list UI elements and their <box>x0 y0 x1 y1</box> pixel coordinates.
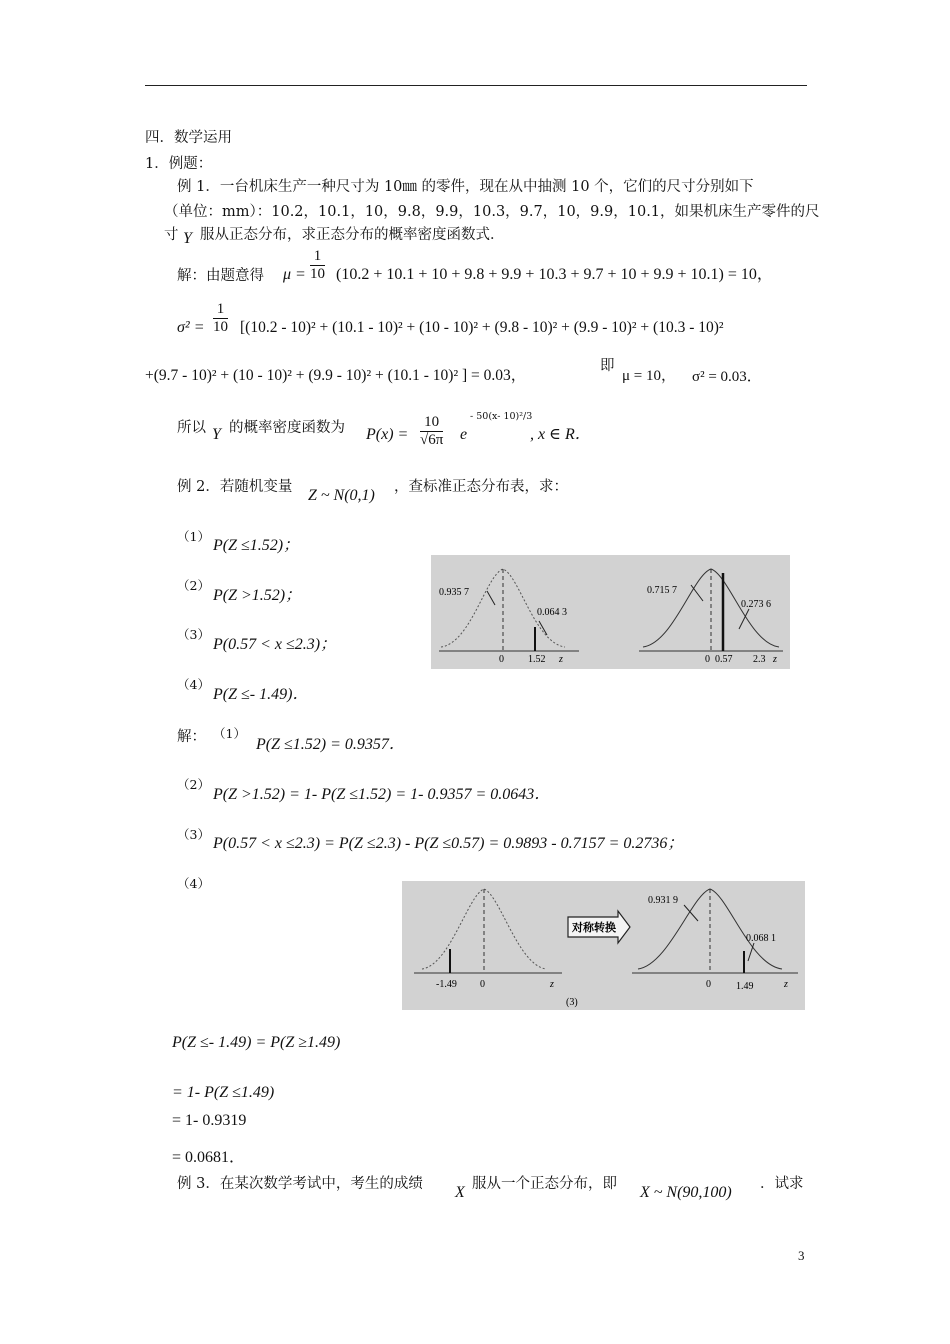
header-rule <box>145 85 807 86</box>
solution-3-num: （3） <box>177 827 210 842</box>
final-line-3: = 1- 0.9319 <box>172 1112 247 1129</box>
question-3-expr: P(0.57 < x ≤2.3)； <box>213 636 337 653</box>
question-4-num: （4） <box>177 677 210 692</box>
fig1-left-x0: 0 <box>499 654 504 665</box>
sigma-symbol: σ² = <box>177 319 205 336</box>
section-subheading: 1．例题： <box>145 156 213 172</box>
density-fraction-den: √6π <box>420 432 444 448</box>
density-exponent: - 50(x- 10)²/3 <box>470 411 533 422</box>
question-2-num: （2） <box>177 578 210 593</box>
fig2-caption: (3) <box>566 997 578 1008</box>
example2-intro-a: 例 2．若随机变量 <box>177 479 293 495</box>
example1-line3-b: 服从正态分布，求正态分布的概率密度函数式． <box>200 227 505 243</box>
density-label-a: 所以 <box>177 420 206 436</box>
question-2-expr: P(Z >1.52)； <box>213 587 302 604</box>
fig1-left-big-label: 0.935 7 <box>439 587 469 598</box>
fig1-right-x1: 0.57 <box>715 654 733 665</box>
mu-symbol: μ = <box>283 266 306 283</box>
fig1-right-x2: 2.3 <box>753 654 766 665</box>
example1-solution-label: 解：由题意得 <box>177 268 264 284</box>
sigma-expression-2: +(9.7 - 10)² + (10 - 10)² + (9.9 - 10)² + (10.1 - 10)² ] = 0.03， <box>145 367 527 384</box>
solution-3-expr: P(0.57 < x ≤2.3) = P(Z ≤2.3) - P(Z ≤0.57) = 0.9893 - 0.7157 = 0.2736； <box>213 835 684 852</box>
density-e: e <box>460 426 468 443</box>
example1-line3-a: 寸 <box>164 227 179 243</box>
density-lhs: P(x) = <box>366 426 409 443</box>
example2-intro-expr: Z ~ N(0,1) <box>308 487 375 504</box>
section-heading: 四．数学运用 <box>145 130 232 146</box>
solution-2-num: （2） <box>177 777 210 792</box>
example3-text-c: ．试求 <box>760 1176 804 1192</box>
normal-curve-figure-1 <box>431 555 790 669</box>
sigma-fraction <box>213 301 228 336</box>
final-line-1: P(Z ≤- 1.49) = P(Z ≥1.49) <box>172 1034 341 1051</box>
density-fraction <box>420 414 443 449</box>
normal-curve-figure-2 <box>402 881 805 1010</box>
question-1-expr: P(Z ≤1.52)； <box>213 537 300 554</box>
question-4-expr: P(Z ≤- 1.49)． <box>213 686 309 703</box>
example2-intro-b: ，查标准正态分布表，求： <box>394 479 568 495</box>
example1-line2: （单位：mm）：10.2，10.1，10，9.8，9.9，10.3，9.7，10，9.9，10.1，如果机床生产零件的尺 <box>164 204 820 220</box>
example3-expr: X ~ N(90,100) <box>640 1184 732 1201</box>
fig1-right-small-label: 0.273 6 <box>741 599 771 610</box>
sigma-fraction-num: 1 <box>213 301 228 319</box>
fig2-right-axis: z <box>784 979 788 990</box>
density-var-y: Y <box>212 426 221 443</box>
example2-solution-label: 解： <box>177 729 206 745</box>
fig2-left-x0: 0 <box>480 979 485 990</box>
fig1-right-axis: z <box>773 654 777 665</box>
fig1-right-big-label: 0.715 7 <box>647 585 677 596</box>
sigma-result: σ² = 0.03． <box>692 369 762 385</box>
mu-result: μ = 10， <box>622 368 677 384</box>
question-1-num: （1） <box>177 529 210 544</box>
example3-text-a: 例 3．在某次数学考试中，考生的成绩 <box>177 1176 423 1192</box>
final-line-2: = 1- P(Z ≤1.49) <box>172 1084 275 1101</box>
fig1-left-x1: 1.52 <box>528 654 546 665</box>
density-fraction-num: 10 <box>420 414 443 432</box>
fig2-right-big-label: 0.931 9 <box>648 895 678 906</box>
solution-1-expr: P(Z ≤1.52) = 0.9357． <box>256 736 405 753</box>
fig1-left-axis: z <box>559 654 563 665</box>
sigma-fraction-den: 10 <box>213 319 228 335</box>
mu-expression: (10.2 + 10.1 + 10 + 9.8 + 9.9 + 10.3 + 9.7 + 10 + 9.9 + 10.1) = 10， <box>336 266 773 283</box>
question-3-num: （3） <box>177 627 210 642</box>
mu-fraction-num: 1 <box>310 248 325 266</box>
fig2-right-x1: 1.49 <box>736 981 754 992</box>
sigma-expression: [(10.2 - 10)² + (10.1 - 10)² + (10 - 10)² + (9.8 - 10)² + (9.9 - 10)² + (10.3 - 10)² <box>240 319 724 336</box>
density-label-b: 的概率密度函数为 <box>229 420 345 436</box>
mu-fraction <box>310 248 325 283</box>
solution-4-num: （4） <box>177 876 210 891</box>
fig2-left-axis: z <box>550 979 554 990</box>
fig2-right-small-label: 0.068 1 <box>746 933 776 944</box>
example3-var-x: X <box>455 1184 465 1201</box>
example1-line1: 例 1．一台机床生产一种尺寸为 10㎜ 的零件，现在从中抽测 10 个，它们的尺寸分别如下 <box>177 179 754 195</box>
mu-fraction-den: 10 <box>310 266 325 282</box>
final-line-4: = 0.0681． <box>172 1149 246 1166</box>
fig2-arrow-label: 对称转换 <box>572 921 616 934</box>
density-domain: , x ∈ R． <box>530 426 591 443</box>
fig1-right-x0: 0 <box>705 654 710 665</box>
example3-text-b: 服从一个正态分布，即 <box>472 1176 617 1192</box>
fig1-left-small-label: 0.064 3 <box>537 607 567 618</box>
page-number: 3 <box>798 1248 805 1263</box>
fig2-left-xneg: -1.49 <box>436 979 457 990</box>
example1-var-y: Y <box>183 230 192 247</box>
fig2-right-x0: 0 <box>706 979 711 990</box>
ji-label: 即 <box>600 358 615 374</box>
solution-1-num: （1） <box>213 726 246 741</box>
solution-2-expr: P(Z >1.52) = 1- P(Z ≤1.52) = 1- 0.9357 = 0.0643． <box>213 786 551 803</box>
